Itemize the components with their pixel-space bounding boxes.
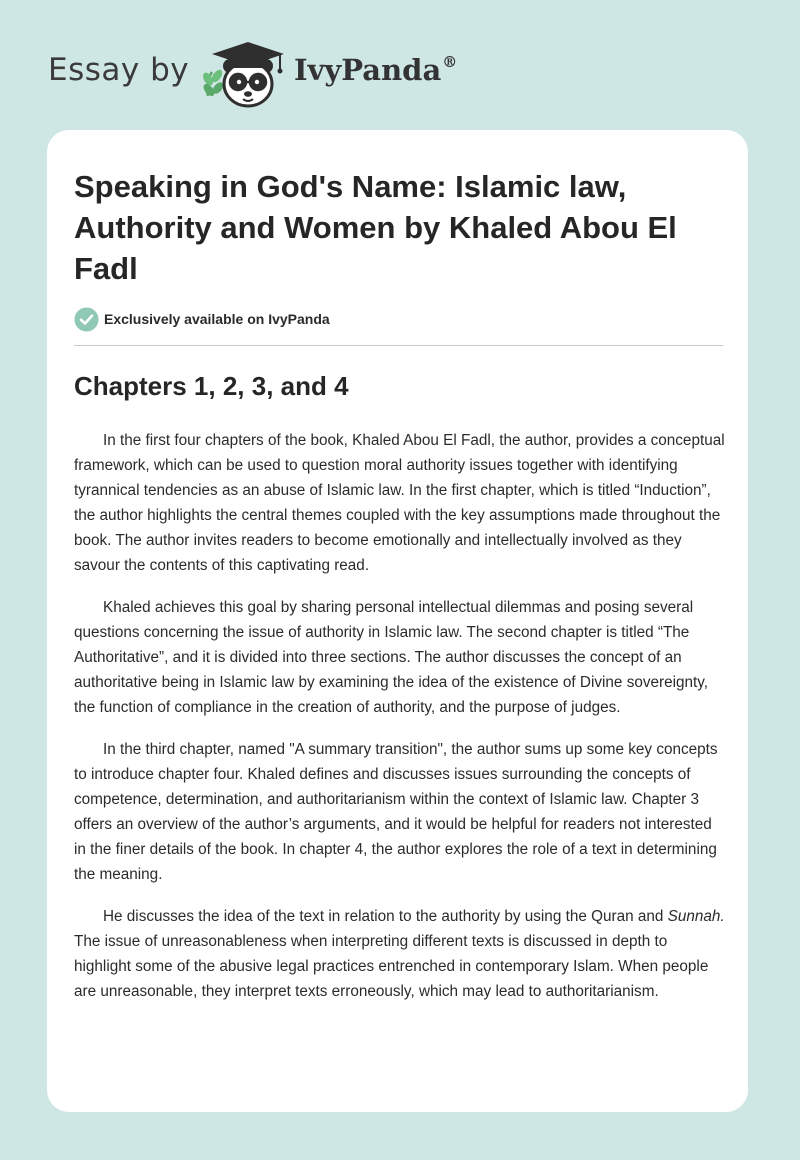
divider: [74, 345, 723, 346]
paragraph-3: In the third chapter, named "A summary transition", the author sums up some key concepts to introduce chapter four. Khaled defines and discusses issues surrounding the concepts of competence, determination, and authoritarianism within the context of Islamic law. Chapter 3 offers an overview of the author’s arguments, and it would be helpful for readers not interested in the finer details of the book. In chapter 4, the author explores the role of a text in determining the meaning.: [74, 741, 718, 883]
paragraph-4-end: The issue of unreasonableness when interpreting different texts is discussed in depth to highlight some of the abusive legal practices entrenched in contemporary Islam. When people are unreasonable, they interpret texts erroneously, which may lead to authoritarianism.: [74, 933, 709, 1000]
exclusive-badge: [74, 306, 330, 332]
registered-mark: ®: [442, 53, 458, 71]
paragraph-4-start: He discusses the idea of the text in relation to the authority by using the Quran and: [103, 908, 668, 925]
paragraph-4: [74, 904, 726, 1004]
paragraph-4-italic: Sunnah.: [667, 908, 725, 925]
brand-prefix: Essay by: [48, 52, 190, 88]
brand-name[interactable]: IvyPanda®: [294, 53, 458, 87]
article-card: [47, 130, 748, 1112]
site-header: [0, 0, 800, 130]
leaf-icon: [201, 68, 225, 98]
section-heading: Chapters 1, 2, 3, and 4: [74, 371, 349, 401]
panda-logo-icon[interactable]: [200, 38, 292, 110]
article-body: [74, 428, 726, 1021]
paragraph-2: Khaled achieves this goal by sharing personal intellectual dilemmas and posing several questions concerning the issue of authority in Islamic law. The second chapter is titled “The Authoritative”, and it is divided into three sections. The author discusses the concept of an authoritative being in Islamic law by examining the idea of the existence of Divine sovereignty, the function of compliance in the creation of authority, and the purpose of judges.: [74, 599, 709, 716]
paragraph-1: In the first four chapters of the book, Khaled Abou El Fadl, the author, provides a conceptual framework, which can be used to question moral authority issues together with identifying tyrannical tendencies as an abuse of Islamic law. In the first chapter, which is titled “Induction”, the author highlights the central themes coupled with the key assumptions made throughout the book. The author invites readers to become emotionally and intellectually involved as they savour the contents of this captivating read.: [74, 432, 725, 574]
page-title: Speaking in God's Name: Islamic law, Authority and Women by Khaled Abou El Fadl: [74, 169, 677, 286]
check-circle-icon: [74, 307, 99, 332]
badge-label: Exclusively available on IvyPanda: [104, 311, 330, 327]
